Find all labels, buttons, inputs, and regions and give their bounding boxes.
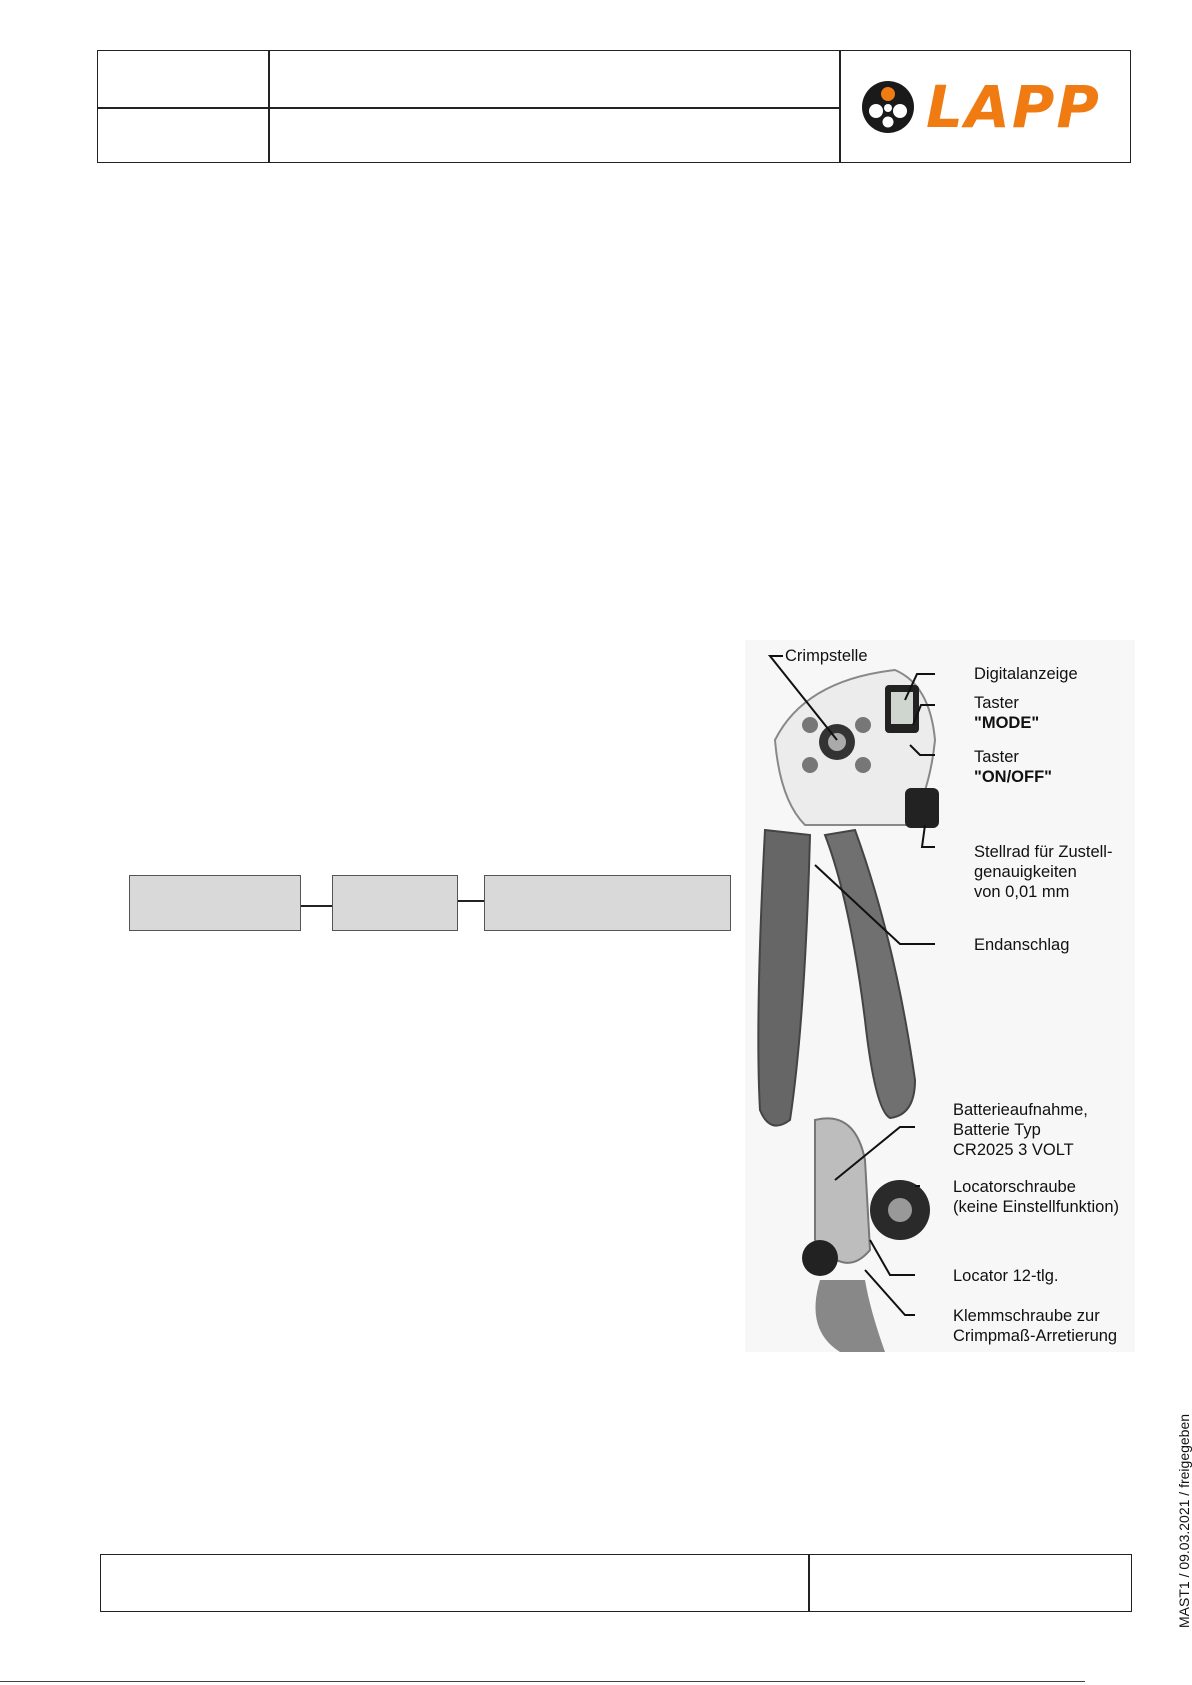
label-taster-mode: Taster <box>974 694 1019 712</box>
label-digitalanzeige: Digitalanzeige <box>974 665 1078 683</box>
bottom-rule <box>0 1681 1085 1682</box>
label-batterie: Batterieaufnahme, <box>953 1101 1088 1119</box>
brand-logo <box>860 71 1120 143</box>
crimp-tool-figure <box>745 640 1135 1352</box>
flow-box <box>332 875 458 931</box>
label-crimpstelle: Crimpstelle <box>785 647 868 665</box>
label-locatorschraube: Locatorschraube <box>953 1178 1076 1196</box>
label-taster-onoff: Taster <box>974 748 1019 766</box>
flow-connector <box>458 900 484 902</box>
footer-table <box>100 1554 1132 1612</box>
label-klemmschraube: Klemmschraube zur <box>953 1307 1100 1325</box>
label-batterie: Batterie Typ <box>953 1121 1041 1139</box>
label-taster-mode-value: "MODE" <box>974 714 1040 732</box>
brand-name: LAPP <box>926 73 1101 141</box>
label-stellrad: von 0,01 mm <box>974 883 1070 901</box>
header-table <box>97 50 1131 163</box>
footer-divider <box>808 1555 810 1611</box>
flow-box <box>484 875 731 931</box>
label-klemmschraube: Crimpmaß-Arretierung <box>953 1327 1118 1345</box>
label-batterie: CR2025 3 VOLT <box>953 1141 1074 1159</box>
header-divider <box>839 51 841 162</box>
label-taster-onoff-value: "ON/OFF" <box>974 768 1052 786</box>
crimp-tool-illustration <box>745 640 1135 1352</box>
flow-box <box>129 875 301 931</box>
label-locatorschraube: (keine Einstellfunktion) <box>953 1198 1119 1216</box>
label-locator: Locator 12-tlg. <box>953 1267 1059 1285</box>
release-note: MAST1 / 09.03.2021 / freigegeben <box>1176 1413 1192 1628</box>
header-divider <box>98 107 839 109</box>
flow-connector <box>301 905 332 907</box>
label-endanschlag: Endanschlag <box>974 936 1070 954</box>
lapp-dots-logo-icon <box>860 79 916 135</box>
label-stellrad: genauigkeiten <box>974 863 1077 881</box>
label-stellrad: Stellrad für Zustell- <box>974 843 1113 861</box>
